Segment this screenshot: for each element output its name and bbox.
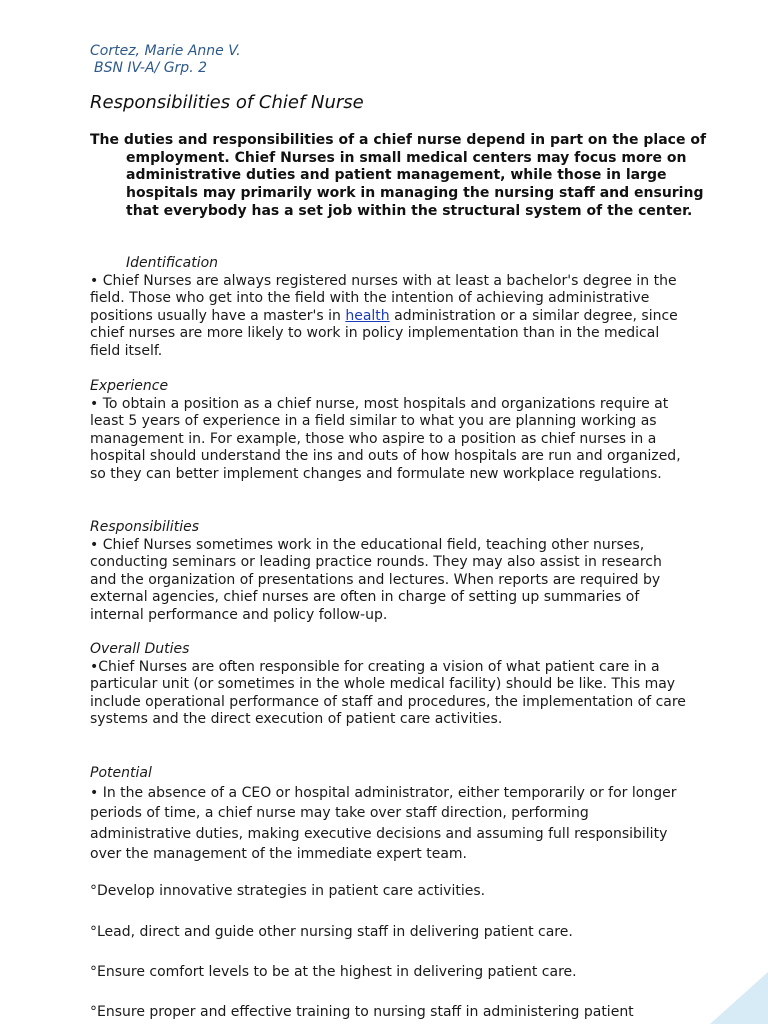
potential-text: • In the absence of a CEO or hospital administrator, either temporarily or for longer periods of time, a chief nurse may take over staff direction, performing administrative duties, making executive decisions and assuming full responsibility over the management of the immediate expert team. xyxy=(90,784,677,863)
section-heading-responsibilities: Responsibilities xyxy=(90,519,199,535)
identification-text-part1: • Chief Nurses are always registered nurses with at least a bachelor's degree in the field. Those who get into the field with the intention of achieving administrative positions usually have a master's in xyxy=(90,272,677,324)
duty-item: °Develop innovative strategies in patient care activities. xyxy=(90,883,486,899)
health-link[interactable]: health xyxy=(345,307,390,324)
responsibilities-text: • Chief Nurses sometimes work in the educational field, teaching other nurses, conducting seminars or leading practice rounds. They may also assist in research and the organization of presentations and lectures. When reports are required by external agencies, chief nurses are often in charge of setting up summaries of internal performance and policy follow-up. xyxy=(90,536,662,623)
overall-duties-text: •Chief Nurses are often responsible for creating a vision of what patient care in a particular unit (or sometimes in the whole medical facility) should be like. This may include operational performance of staff and procedures, the implementation of care systems and the direct execution of patient care activities. xyxy=(90,658,686,728)
section-heading-potential: Potential xyxy=(90,765,152,781)
section-heading-overall-duties: Overall Duties xyxy=(90,641,190,657)
author-group: BSN IV-A/ Grp. 2 xyxy=(94,60,207,76)
section-potential xyxy=(90,765,690,865)
duty-item: °Lead, direct and guide other nursing staff in delivering patient care. xyxy=(90,924,573,940)
identification-text-part2: administration or a similar degree, since chief nurses are more likely to work in policy implementation than in the medical field itself. xyxy=(90,307,678,359)
experience-text: • To obtain a position as a chief nurse, most hospitals and organizations require at least 5 years of experience in a field similar to what you are planning working as management in. For example, those who aspire to a position as chief nurses in a hospital should understand the ins and outs of how hospitals are run and organized, so they can better implement changes and formulate new workplace regulations. xyxy=(90,395,681,482)
corner-decoration xyxy=(710,972,768,1024)
section-overall-duties xyxy=(90,641,690,729)
section-experience xyxy=(90,378,690,484)
intro-paragraph: The duties and responsibilities of a chief nurse depend in part on the place of employment. Chief Nurses in small medical centers may focus more on administrative duties and patient management, while those in large hospitals may primarily work in managing the nursing staff and ensuring that everybody has a set job within the structural system of the center. xyxy=(90,132,707,219)
author-name: Cortez, Marie Anne V. xyxy=(90,43,241,59)
document-title: Responsibilities of Chief Nurse xyxy=(90,92,364,113)
duty-item: °Ensure comfort levels to be at the highest in delivering patient care. xyxy=(90,964,577,980)
section-identification xyxy=(90,255,690,361)
author-block xyxy=(90,43,241,77)
section-heading-identification: Identification xyxy=(126,255,219,271)
section-responsibilities xyxy=(90,519,690,625)
section-heading-experience: Experience xyxy=(90,378,169,394)
duty-item: °Ensure proper and effective training to nursing staff in administering patient xyxy=(90,1004,634,1020)
